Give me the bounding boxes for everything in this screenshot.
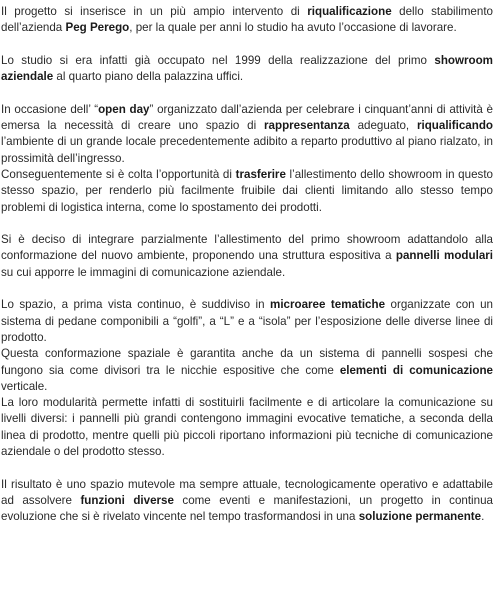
bold-phrase: riqualificando	[416, 119, 493, 133]
bold-phrase: Peg Perego	[65, 21, 130, 35]
bold-phrase: pannelli modulari	[395, 249, 493, 263]
bold-phrase: elementi di comunicazione	[339, 363, 493, 377]
bold-phrase: open day	[98, 102, 150, 116]
paragraph-microareas	[1, 297, 493, 460]
text-run: l’ambiente di un grande locale precedentemente adibito a reparto produttivo al piano rialzato, in prossimità dell’ingresso.	[1, 135, 493, 165]
text-run: , per la quale per anni lo studio ha avuto l’occasione di lavorare.	[129, 21, 457, 35]
text-run: Il progetto si inserisce in un più ampio intervento di	[1, 5, 308, 18]
paragraph-intro	[1, 4, 493, 37]
text-run: adeguato,	[349, 119, 417, 133]
bold-phrase: showroom aziendale	[1, 53, 493, 84]
bold-phrase: rappresentanza	[264, 119, 350, 133]
text-run: La loro modularità permette infatti di sostituirli facilmente e di articolare la comunicazione su livelli diversi: i pannelli più grandi contengono immagini evocative tematiche, a seconda della linea di prodotto, mentre quelli più piccoli riportano informazioni più tecniche di comunicazione aziendale o del prodotto stesso.	[1, 396, 493, 459]
paragraph-modular-panels	[1, 232, 493, 281]
bold-phrase: riqualificazione	[307, 5, 392, 18]
bold-phrase: microaree tematiche	[270, 298, 386, 312]
text-run: al quarto piano della palazzina uffici.	[53, 70, 244, 84]
text-run: organizzate con un sistema di pedane componibili a “golfi”, a “L” e a “isola” per l’esposizione delle diverse linee di prodotto.	[1, 298, 493, 344]
text-run: Si è deciso di integrare parzialmente l’allestimento del primo showroom adattandolo alla conformazione del nuovo ambiente, proponendo una struttura espositiva a	[1, 233, 493, 263]
paragraph-result	[1, 477, 493, 526]
text-run: Il risultato è uno spazio mutevole ma sempre attuale, tecnologicamente operativo e adattabile ad assolvere	[1, 477, 493, 507]
text-run: dello stabilimento dell’azienda	[1, 5, 493, 35]
paragraph-showroom-1999	[1, 53, 493, 86]
text-run: come eventi e manifestazioni, un progetto in continua evoluzione che si è rivelato vincente nel tempo trasformandosi in una	[1, 493, 493, 524]
text-run: su cui apporre le immagini di comunicazione aziendale.	[1, 265, 286, 279]
text-run: ” organizzato dall’azienda per celebrare i cinquant’anni di attività è emersa la necessità di creare uno spazio di	[1, 102, 493, 133]
text-run: verticale.	[1, 379, 48, 393]
text-run: Questa conformazione spaziale è garantita anche da un sistema di pannelli sospesi che fungono sia come divisori tra le nicchie espositive che come	[1, 347, 493, 377]
text-run: Lo spazio, a prima vista continuo, è suddiviso in	[1, 298, 271, 312]
bold-phrase: soluzione permanente	[358, 510, 482, 524]
text-run: l’allestimento dello showroom in questo stesso spazio, per renderlo più facilmente fruibile dai clienti limitando allo stesso tempo problemi di logistica interna, come lo spostamento dei prodotti.	[1, 167, 493, 214]
bold-phrase: funzioni diverse	[80, 493, 174, 507]
text-run: Lo studio si era infatti già occupato nel 1999 della realizzazione del primo	[1, 53, 435, 67]
paragraph-open-day	[1, 102, 493, 216]
text-run: Conseguentemente si è colta l’opportunità di	[1, 167, 236, 181]
bold-phrase: trasferire	[235, 167, 286, 181]
text-run: .	[481, 510, 485, 524]
text-run: In occasione dell’ “	[1, 102, 99, 116]
